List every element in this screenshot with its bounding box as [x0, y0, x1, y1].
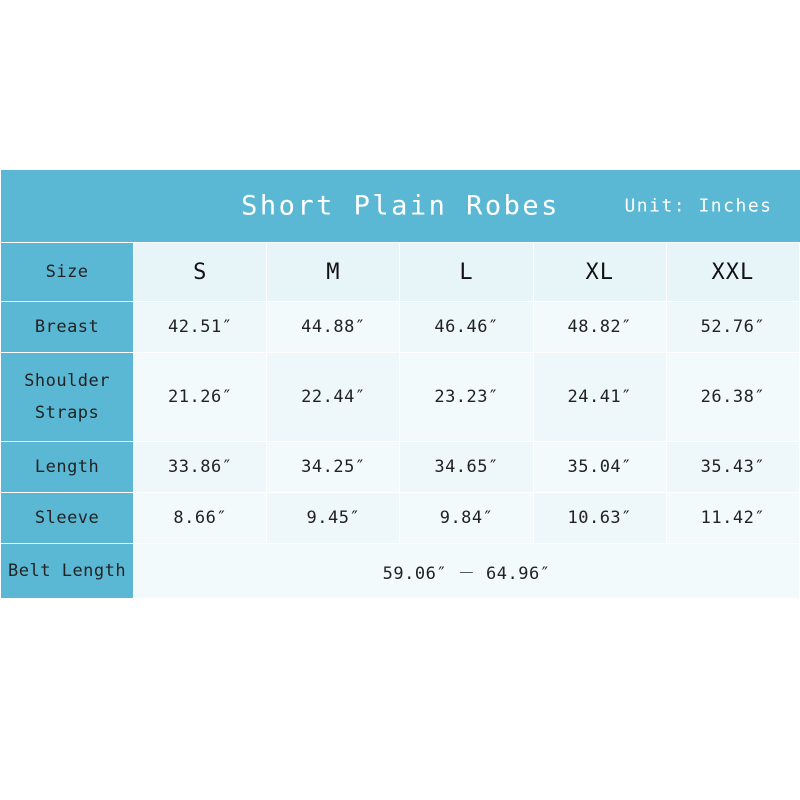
size-column-xxl: XXL — [666, 243, 799, 302]
row-label-line-1: Shoulder — [24, 370, 111, 391]
size-column-s: S — [134, 243, 267, 302]
cell-length-xl: 35.04″ — [533, 442, 666, 493]
row-label-line-2: Straps — [34, 403, 100, 423]
row-label-breast: Breast — [1, 302, 134, 353]
title-cell — [1, 170, 800, 243]
cell-shoulder-xl: 24.41″ — [533, 353, 666, 442]
row-label-belt-length: Belt Length — [1, 544, 134, 599]
table-row — [1, 442, 800, 493]
cell-shoulder-s: 21.26″ — [134, 353, 267, 442]
page-title: Short Plain Robes — [241, 190, 560, 222]
title-bar — [1, 170, 800, 242]
size-header-row — [1, 243, 800, 302]
cell-length-xxl: 35.43″ — [666, 442, 799, 493]
cell-length-m: 34.25″ — [267, 442, 400, 493]
table-row — [1, 493, 800, 544]
cell-breast-l: 46.46″ — [400, 302, 533, 353]
size-column-xl: XL — [533, 243, 666, 302]
cell-sleeve-m: 9.45″ — [267, 493, 400, 544]
cell-sleeve-xl: 10.63″ — [533, 493, 666, 544]
cell-breast-m: 44.88″ — [267, 302, 400, 353]
cell-shoulder-m: 22.44″ — [267, 353, 400, 442]
row-label-size: Size — [1, 243, 134, 302]
size-column-l: L — [400, 243, 533, 302]
cell-length-s: 33.86″ — [134, 442, 267, 493]
unit-label: Unit: Inches — [624, 195, 773, 217]
size-chart-container — [0, 170, 800, 599]
cell-breast-s: 42.51″ — [134, 302, 267, 353]
cell-shoulder-xxl: 26.38″ — [666, 353, 799, 442]
size-chart-table — [0, 170, 800, 599]
title-row — [1, 170, 800, 243]
row-label-length: Length — [1, 442, 134, 493]
cell-belt-length-value: 59.06″ － 64.96″ — [134, 544, 800, 599]
belt-length-row — [1, 544, 800, 599]
cell-sleeve-xxl: 11.42″ — [666, 493, 799, 544]
cell-breast-xxl: 52.76″ — [666, 302, 799, 353]
cell-sleeve-l: 9.84″ — [400, 493, 533, 544]
table-row — [1, 302, 800, 353]
cell-breast-xl: 48.82″ — [533, 302, 666, 353]
row-label-sleeve: Sleeve — [1, 493, 134, 544]
cell-sleeve-s: 8.66″ — [134, 493, 267, 544]
table-row — [1, 353, 800, 442]
cell-shoulder-l: 23.23″ — [400, 353, 533, 442]
cell-length-l: 34.65″ — [400, 442, 533, 493]
size-column-m: M — [267, 243, 400, 302]
row-label-shoulder-straps — [1, 353, 134, 442]
